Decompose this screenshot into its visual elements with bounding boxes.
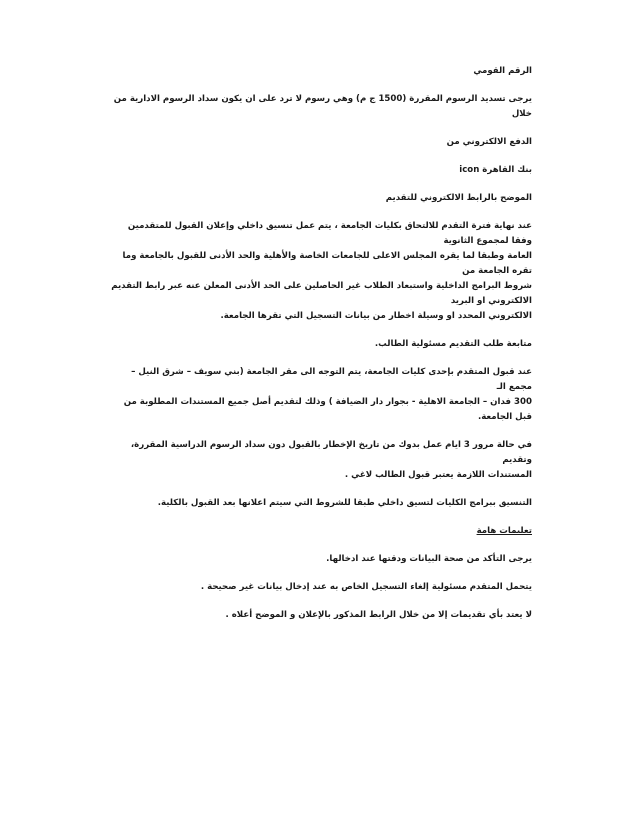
coordination-line: الالكتروني المحدد او وسيلة اخطار من بيانات التسجيل التي تقرها الجامعة.	[220, 311, 532, 321]
instruction-item: يرجى التأكد من صحة البيانات ودقتها عند ادخالها.	[326, 554, 532, 564]
payment-method: الدفع الالكتروني من	[446, 137, 532, 147]
deadline-line: في حالة مرور 3 ايام عمل بدوك من تاريخ الإخطار بالقبول دون سداد الرسوم الدراسية المقررة، وتقديم	[130, 440, 532, 465]
acceptance-paragraph	[108, 365, 532, 425]
followup-note: متابعة طلب التقديم مسئولية الطالب.	[374, 339, 532, 349]
bank-line: بنك القاهرة icon	[459, 165, 532, 175]
coordination-line: عند نهاية فترة التقدم للالتحاق بكليات الجامعة ، يتم عمل تنسيق داخلي وإعلان القبول للمتقدمين وفقا لمجموع الثانوية	[127, 221, 532, 246]
acceptance-line: عند قبول المتقدم بإحدى كليات الجامعة، يتم التوجه الى مقر الجامعة (بني سويف – شرق النيل – مجمع الـ	[131, 367, 532, 392]
acceptance-line: 300 فدان – الجامعة الاهلية - بجوار دار الضيافة ) وذلك لتقديم أصل جميع المستندات المطلوبة من قبل الجامعة.	[123, 397, 532, 422]
coordination-paragraph	[108, 219, 532, 324]
programs-paragraph: التنسيق ببرامج الكليات لتسيق داخلي طبقا للشروط التي سيتم اعلانها بعد القبول بالكلية.	[157, 498, 532, 508]
document-body	[108, 64, 532, 636]
deadline-line: المستندات اللازمة يعتبر قبول الطالب لاغي .	[344, 470, 532, 480]
coordination-line: العامة وطبقا لما يقره المجلس الاعلى للجامعات الخاصة والأهلية والحد الأدنى للقبول بالجامعة وما تقره الجامعة من	[122, 251, 532, 276]
national-id-label: الرقم القومي	[473, 66, 532, 76]
instructions-heading: تعليمات هامة	[476, 526, 532, 536]
apply-link-text: الموضح بالرابط الالكتروني للتقديم	[385, 193, 532, 203]
deadline-paragraph	[108, 438, 532, 483]
coordination-line: شروط البرامج الداخلية واستبعاد الطلاب غير الحاصلين على الحد الأدنى المعلن عنه عبر رابط التقديم الالكتروني او البريد	[111, 281, 532, 306]
instruction-item: لا يعتد بأي تقديمات إلا من خلال الرابط المذكور بالإعلان و الموضح أعلاه .	[225, 610, 532, 620]
instruction-item: يتحمل المتقدم مسئولية إلغاء التسجيل الخاص به عند إدخال بيانات غير صحيحة .	[200, 582, 532, 592]
fees-intro: يرجى تسديد الرسوم المقررة (1500 ج م) وهي رسوم لا ترد على ان يكون سداد الرسوم الادارية من خلال	[113, 94, 532, 119]
